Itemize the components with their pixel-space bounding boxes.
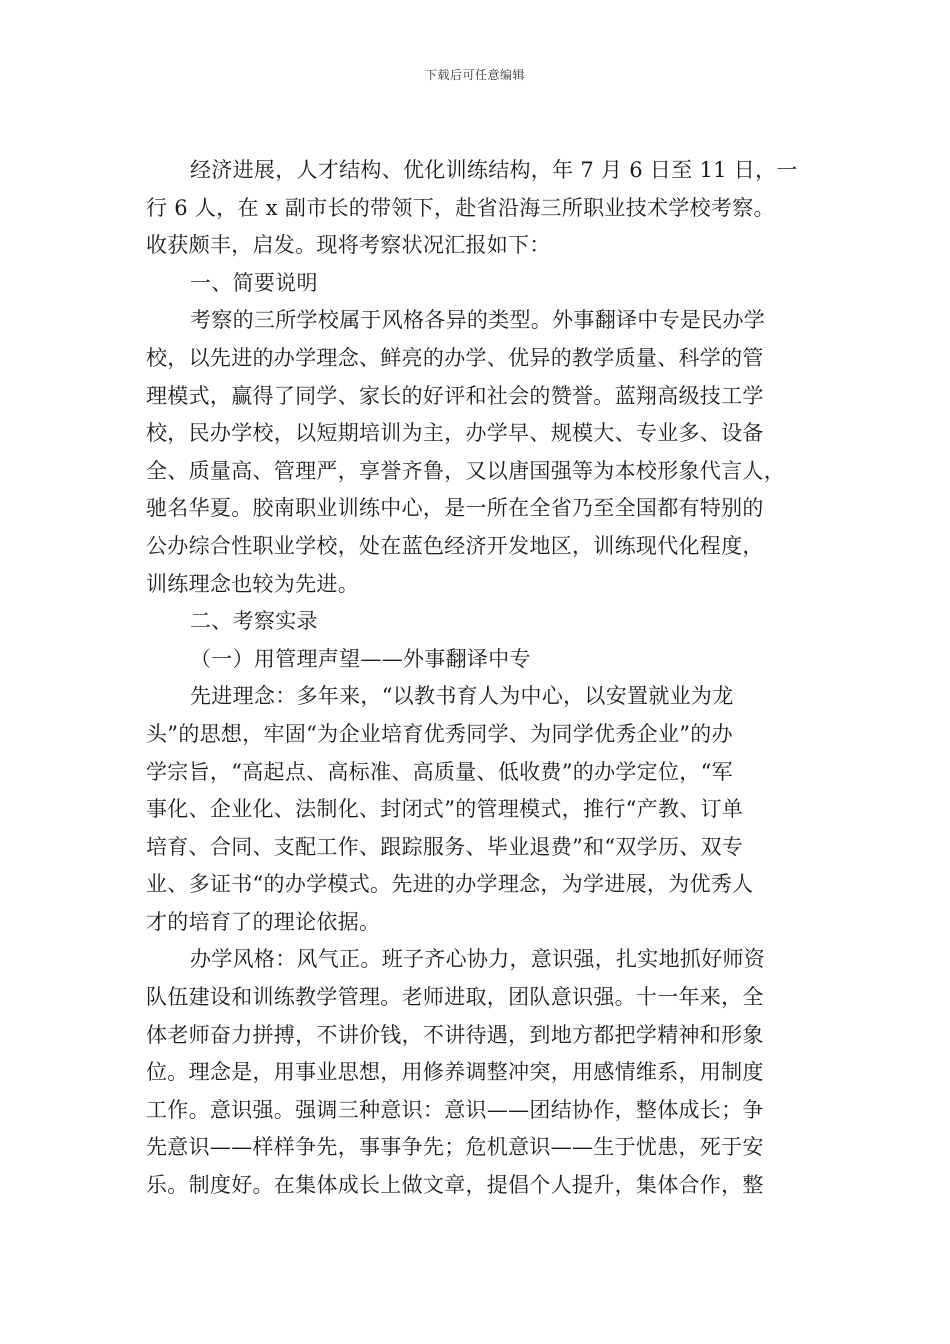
text-line: 考察的三所学校属于风格各异的类型。外事翻译中专是民办学	[190, 308, 766, 333]
text-line: 业、多证书“的办学模式。先进的办学理念，为学进展，为优秀人	[146, 872, 754, 897]
text-line: 体老师奋力拼搏，不讲价钱，不讲待遇，到地方都把学精神和形象	[146, 1022, 764, 1047]
text-line: 全、质量高、管理严，享誉齐鲁，又以唐国强等为本校形象代言人，	[146, 458, 785, 483]
text-line: 学宗旨，“高起点、高标准、高质量、低收费”的办学定位，“军	[146, 759, 733, 784]
text-line: 训练理念也较为先进。	[146, 571, 359, 596]
text-line: 乐。制度好。在集体成长上做文章，提倡个人提升，集体合作，整	[146, 1173, 764, 1198]
text-line: 工作。意识强。强调三种意识：意识——团结协作，整体成长；争	[146, 1097, 764, 1122]
document-body	[146, 152, 811, 1205]
text-line: 驰名华夏。胶南职业训练中心，是一所在全省乃至全国都有特别的	[146, 496, 764, 521]
text-line: 才的培育了的理论依据。	[146, 909, 381, 934]
text-line: 经济进展，人才结构、优化训练结构，年 7 月 6 日至 11 日，一	[190, 158, 798, 182]
text-line: 位。理念是，用事业思想，用修养调整冲突，用感情维系，用制度	[146, 1060, 764, 1085]
text-line: 先进理念：多年来，“以教书育人为中心，以安置就业为龙	[190, 684, 734, 709]
text-line: 二、考察实录	[190, 609, 318, 634]
text-line: 先意识——样样争先，事事争先；危机意识——生于忧患，死于安	[146, 1135, 764, 1160]
text-line: 理模式，赢得了同学、家长的好评和社会的赞誉。蓝翔高级技工学	[146, 383, 764, 408]
text-line: 培育、合同、支配工作、跟踪服务、毕业退费”和“双学历、双专	[146, 834, 744, 859]
text-line: 一、简要说明	[190, 270, 318, 295]
text-line: 收获颇丰，启发。现将考察状况汇报如下：	[146, 233, 551, 258]
text-line: 头”的思想，牢固“为企业培育优秀同学、为同学优秀企业”的办	[146, 721, 733, 746]
text-line: 事化、企业化、法制化、封闭式”的管理模式，推行“产教、订单	[146, 797, 744, 822]
text-line: 办学风格：风气正。班子齐心协力，意识强，扎实地抓好师资	[190, 947, 766, 972]
text-line: 校，以先进的办学理念、鲜亮的办学、优异的教学质量、科学的管	[146, 345, 764, 370]
text-line: 校，民办学校，以短期培训为主，办学早、规模大、专业多、设备	[146, 421, 764, 446]
text-line: 行 6 人，在 x 副市长的带领下，赴省沿海三所职业技术学校考察。	[146, 195, 775, 220]
text-line: （一）用管理声望——外事翻译中专	[190, 646, 531, 671]
text-line: 公办综合性职业学校，处在蓝色经济开发地区，训练现代化程度，	[146, 533, 764, 558]
page-header-note: 下载后可任意编辑	[424, 68, 525, 82]
text-line: 队伍建设和训练教学管理。老师进取，团队意识强。十一年来，全	[146, 985, 764, 1010]
